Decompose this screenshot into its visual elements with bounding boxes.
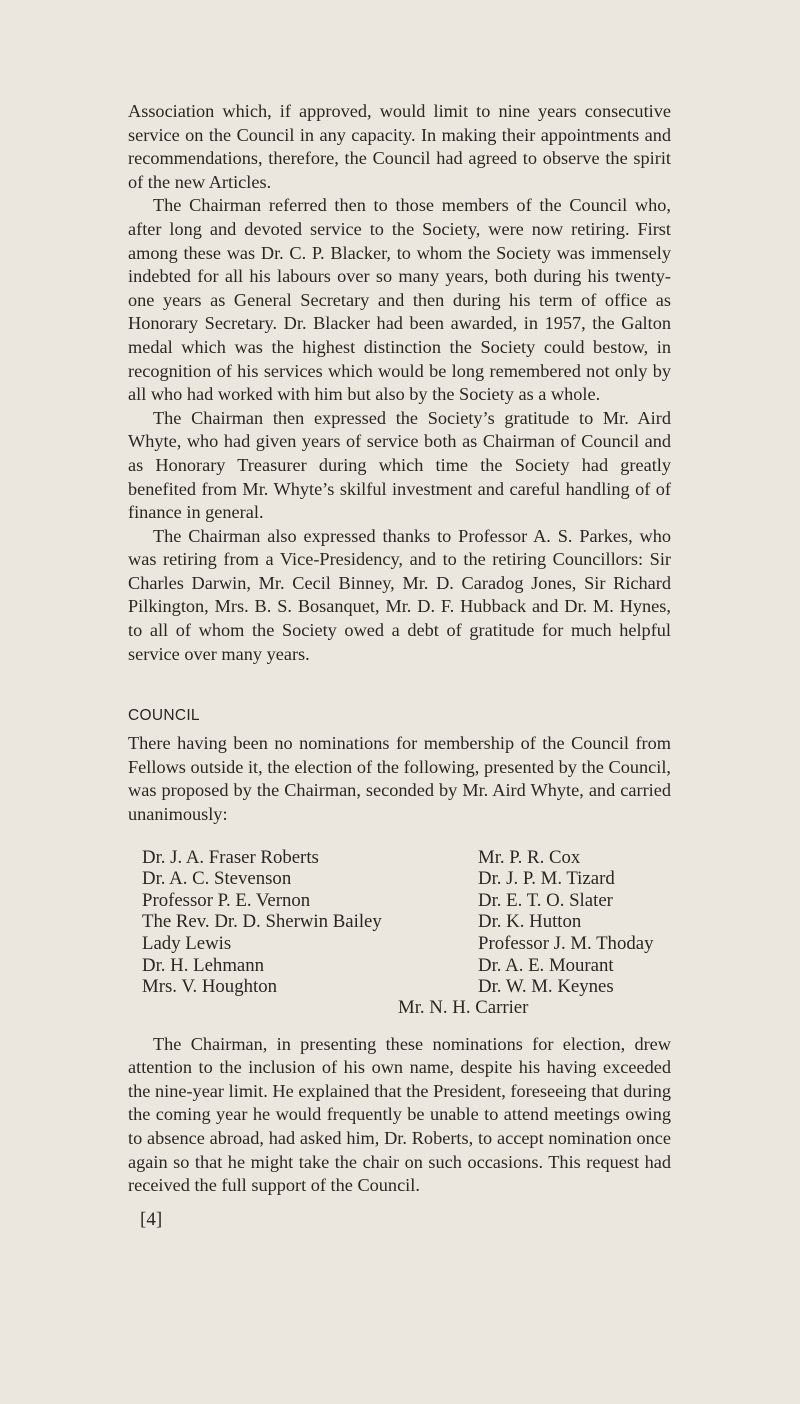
section-heading-council: COUNCIL [128,707,200,725]
document-page [128,100,671,1232]
paragraph-whyte: The Chairman then expressed the Society’s gratitude to Mr. Aird Whyte, who had given years of service both as Chairman of Council and as Honorary Treasurer during which time the Society had greatly benefited from Mr. Whyte’s skilful investment and careful handling of of finance in general. [128,407,671,523]
nominee-name: Professor P. E. Vernon [142,889,311,911]
nominee-name: The Rev. Dr. D. Sherwin Bailey [142,911,382,933]
page-number: [4] [140,1208,163,1230]
paragraph-retiring-councillors: The Chairman also expressed thanks to Professor A. S. Parkes, who was retiring from a Vice-Presidency, and to the retiring Councillors: Sir Charles Darwin, Mr. Cecil Binney, Mr. D. Caradog Jones, Sir Richard Pilkington, Mrs. B. S. Bosanquet, Mr. D. F. Hubback and Dr. M. Hynes, to all of whom the Society owed a debt of gratitude for much helpful service over many years. [128,525,671,664]
nominee-name: Mr. P. R. Cox [478,846,581,868]
council-nominee-list [128,846,671,1018]
paragraph-articles: Association which, if approved, would limit to nine years consecutive service on the Council in any capacity. In making their appointments and recommendations, therefore, the Council had agreed to observe the spirit of the new Articles. [128,101,671,192]
nominee-name: Professor J. M. Thoday [478,933,654,954]
paragraph-blacker: The Chairman referred then to those members of the Council who, after long and devoted service to the Society, were now retiring. First among these was Dr. C. P. Blacker, to whom the Society was immensely indebted for all his labours over so many years, both during his twenty-one years as General Secretary and then during his term of office as Honorary Secretary. Dr. Blacker had been awarded, in 1957, the Galton medal which was the highest distinction the Society could bestow, in recognition of his services which would be long remembered not only by all who had worked with him but also by the Society as a whole. [128,195,671,405]
nominee-column-left [142,847,382,998]
nominee-name: Mrs. V. Houghton [142,976,277,998]
nominee-name: Dr. W. M. Keynes [478,976,614,998]
nominee-name: Dr. A. C. Stevenson [142,868,292,890]
nominee-name: Dr. H. Lehmann [142,954,265,976]
nominee-name: Lady Lewis [142,933,232,954]
nominee-name-centered: Mr. N. H. Carrier [398,996,529,1018]
nominee-name: Dr. K. Hutton [478,911,582,933]
paragraph-council-intro: There having been no nominations for membership of the Council from Fellows outside it, the election of the following, presented by the Council, was proposed by the Chairman, seconded by Mr. Aird Whyte, and carried unanimously: [128,733,671,825]
nominee-name: Dr. J. P. M. Tizard [478,868,615,890]
paragraph-chairman-nomination: The Chairman, in presenting these nominations for election, drew attention to the inclusion of his own name, despite his having exceeded the nine-year limit. He explained that the President, foreseeing that during the coming year he would frequently be unable to attend meetings owing to absence abroad, had asked him, Dr. Roberts, to accept nomination once again so that he might take the chair on such occasions. This request had received the full support of the Council. [128,1033,671,1196]
nominee-name: Dr. A. E. Mourant [478,954,614,976]
nominee-name: Dr. J. A. Fraser Roberts [142,846,319,868]
nominee-column-right [478,847,653,998]
nominee-name: Dr. E. T. O. Slater [478,889,613,911]
